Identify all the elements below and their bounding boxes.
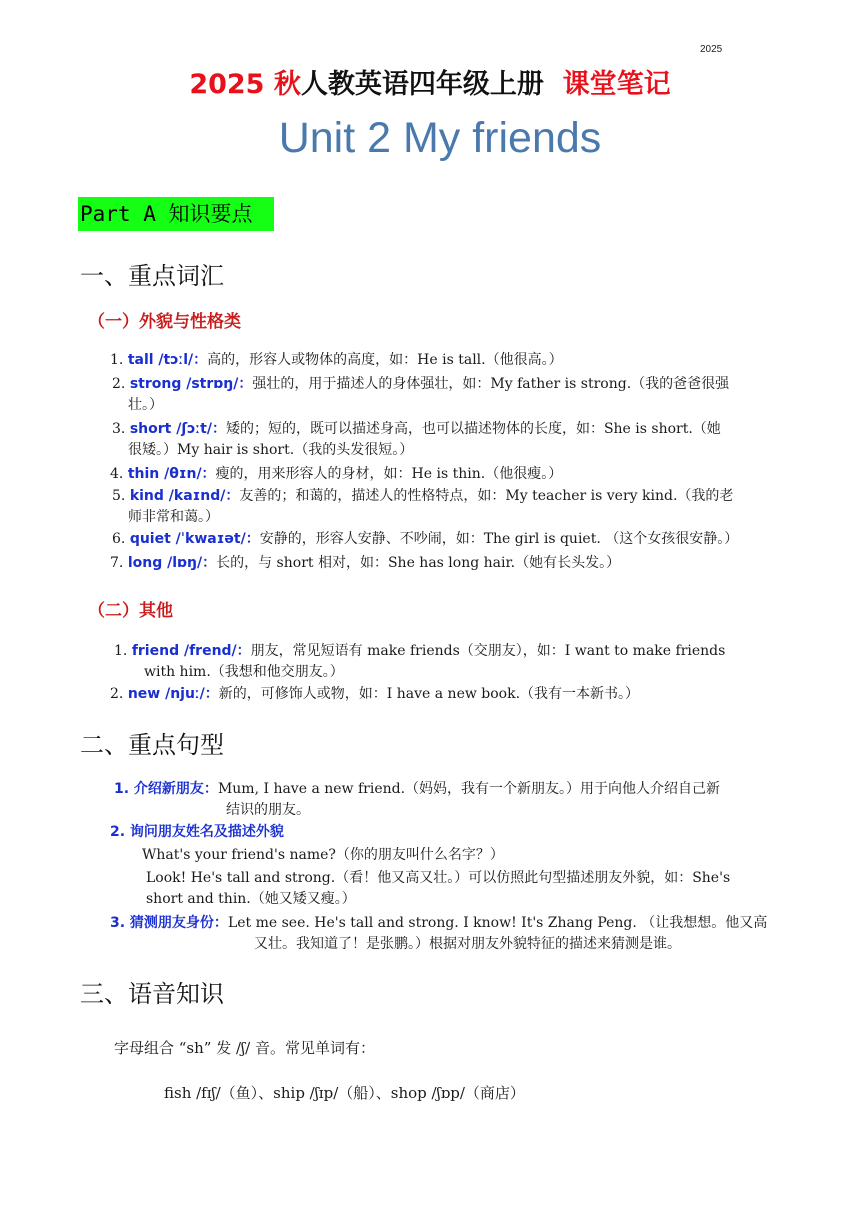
- vocab-definition-cont: 师非常和蔼。）: [128, 509, 219, 525]
- vocab-item: [112, 529, 738, 550]
- item-number: 5.: [112, 488, 126, 504]
- sentence-heading: 3. 猜测朋友身份：: [110, 915, 228, 931]
- vocab-word: friend /frend/：: [131, 643, 251, 659]
- vocab-definition-cont: 壮。）: [128, 397, 163, 413]
- vocab-definition: 新的，可修饰人或物，如：I have a new book.（我有一本新书。）: [218, 686, 640, 702]
- sentence-item: [110, 822, 284, 843]
- item-number: 1.: [114, 643, 128, 659]
- sentence-heading: 2. 询问朋友姓名及描述外貌: [110, 824, 284, 840]
- sentence-item: [110, 913, 767, 934]
- vocab-item: [110, 553, 620, 574]
- item-number: 6.: [112, 531, 126, 547]
- vocab-word: new /njuː/：: [127, 686, 219, 702]
- vocab-word: strong /strɒŋ/：: [129, 376, 253, 392]
- item-number: 3.: [112, 421, 126, 437]
- vocab-definition-cont: 很矮。）My hair is short.（我的头发很短。）: [128, 442, 414, 458]
- sentence-text: Mum, I have a new friend.（妈妈，我有一个新朋友。）用于向他人介绍自己新: [217, 781, 721, 797]
- section-heading-sentences: 二、重点句型: [80, 731, 224, 759]
- vocab-word: kind /kaɪnd/：: [129, 488, 240, 504]
- vocab-word: thin /θɪn/：: [127, 466, 216, 482]
- vocab-word: short /ʃɔːt/：: [129, 421, 226, 437]
- vocab-item: [112, 419, 721, 440]
- subheading-other: （二）其他: [88, 601, 173, 621]
- item-number: 7.: [110, 555, 124, 571]
- vocab-word: quiet /ˈkwaɪət/：: [129, 531, 260, 547]
- vocab-definition: 强壮的，用于描述人的身体强壮，如：My father is strong.（我的爸爸很强: [252, 376, 730, 392]
- vocab-definition-cont: with him.（我想和他交朋友。）: [144, 664, 344, 680]
- vocab-definition: 安静的，形容人安静、不吵闹，如：The girl is quiet. （这个女孩很安静。）: [259, 531, 739, 547]
- vocab-item: [110, 684, 639, 705]
- vocab-item: [112, 374, 729, 395]
- sentence-text: Look! He's tall and strong.（看！他又高又壮。）可以仿照此句型描述朋友外貌，如：She's: [146, 870, 731, 886]
- sentence-heading: 1. 介绍新朋友：: [114, 781, 218, 797]
- sentence-text: Let me see. He's tall and strong. I know! It's Zhang Peng. （让我想想。他又高: [227, 915, 768, 931]
- section-heading-vocabulary: 一、重点词汇: [80, 262, 224, 290]
- vocab-item: [110, 350, 563, 371]
- vocab-definition: 朋友，常见短语有 make friends（交朋友），如：I want to make friends: [250, 643, 726, 659]
- title-notes: 课堂笔记: [562, 69, 671, 100]
- vocab-item: [110, 464, 562, 485]
- year-tag: 2025: [700, 44, 723, 55]
- sentence-text-cont: 又壮。我知道了！是张鹏。）根据对朋友外貌特征的描述来猜测是谁。: [254, 936, 681, 952]
- unit-title: Unit 2 My friends: [278, 114, 602, 162]
- vocab-definition: 长的，与 short 相对，如：She has long hair.（她有长头发。）: [216, 555, 621, 571]
- section-heading-phonics: 三、语音知识: [80, 980, 224, 1008]
- sentence-text-cont: short and thin.（她又矮又瘦。）: [146, 891, 356, 907]
- title-course: 人教英语四年级上册: [300, 69, 544, 100]
- vocab-definition: 友善的；和蔼的，描述人的性格特点，如：My teacher is very kind.（我的老: [239, 488, 734, 504]
- vocab-definition: 高的，形容人或物体的高度，如：He is tall.（他很高。）: [207, 352, 563, 368]
- sentence-item: [114, 779, 720, 800]
- document-title: [0, 62, 860, 101]
- sentence-text-cont: 结识的朋友。: [226, 802, 310, 818]
- part-a-label: Part A 知识要点: [78, 197, 274, 231]
- vocab-word: tall /tɔːl/：: [127, 352, 208, 368]
- title-year-season: 2025 秋: [189, 69, 301, 100]
- vocab-definition: 瘦的，用来形容人的身材，如：He is thin.（他很瘦。）: [215, 466, 563, 482]
- vocab-item: [112, 486, 733, 507]
- phonics-rule: 字母组合 “sh” 发 /ʃ/ 音。常见单词有：: [114, 1039, 375, 1057]
- phonics-examples: fish /fɪʃ/（鱼）、ship /ʃɪp/（船）、shop /ʃɒp/（商店）: [164, 1084, 525, 1102]
- item-number: 2.: [110, 686, 124, 702]
- vocab-definition: 矮的；短的，既可以描述身高，也可以描述物体的长度，如：She is short.（她: [225, 421, 721, 437]
- subheading-appearance: （一）外貌与性格类: [88, 312, 241, 332]
- vocab-word: long /lɒŋ/：: [127, 555, 217, 571]
- item-number: 1.: [110, 352, 124, 368]
- item-number: 4.: [110, 466, 124, 482]
- sentence-text: What's your friend's name?（你的朋友叫什么名字？）: [142, 847, 504, 863]
- item-number: 2.: [112, 376, 126, 392]
- vocab-item: [114, 641, 725, 662]
